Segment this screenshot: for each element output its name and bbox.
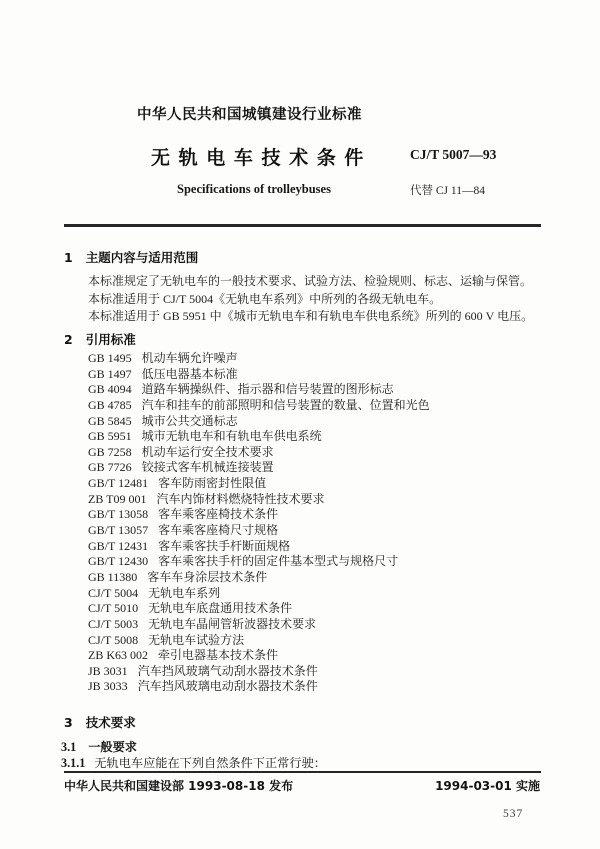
reference-code: GB/T 12430: [88, 554, 149, 569]
reference-item: [88, 570, 430, 586]
reference-item: [88, 586, 430, 602]
reference-code: CJ/T 5003: [88, 616, 139, 631]
clause-3-1-number: 3.1: [61, 740, 77, 754]
reference-code: CJ/T 5010: [88, 601, 139, 616]
reference-title: 无轨电车系列: [148, 585, 221, 600]
reference-item: [88, 476, 430, 492]
reference-item: [88, 554, 430, 570]
reference-title: 城市无轨电车和有轨电车供电系统: [141, 429, 322, 444]
reference-code: GB 5845: [88, 413, 132, 428]
section-1-paragraph: 本标准适用于 GB 5951 中《城市无轨电车和有轨电车供电系统》所列的 600 V 电压。: [88, 309, 534, 323]
reference-item: [88, 617, 430, 633]
reference-item: [88, 664, 430, 680]
reference-item: [88, 398, 430, 414]
reference-code: GB/T 13058: [88, 507, 149, 522]
reference-code: GB 1497: [88, 366, 132, 381]
reference-title: 汽车挡风玻璃气动刮水器技术条件: [137, 663, 318, 678]
section-1-heading: [64, 248, 198, 266]
clause-3-1-1: [61, 754, 326, 771]
section-1-paragraph: 本标准规定了无轨电车的一般技术要求、试验方法、检验规则、标志、运输与保管。: [88, 274, 533, 288]
footer-issued-by: 中华人民共和国建设部 1993-08-18 发布: [64, 779, 294, 793]
document-title-en: Specifications of trolleybuses: [177, 182, 331, 196]
reference-item: [88, 648, 430, 664]
reference-title: 客车乘客扶手杆断面规格: [158, 538, 291, 553]
reference-item: [88, 351, 430, 367]
section-3-heading: [64, 713, 136, 731]
section-3-number: 3: [64, 715, 73, 730]
reference-code: GB 7258: [88, 444, 132, 459]
reference-title: 无轨电车晶闸管斩波器技术要求: [148, 616, 317, 631]
reference-code: CJ/T 5004: [88, 585, 139, 600]
reference-standards-list: [88, 351, 430, 695]
reference-title: 道路车辆操纵件、指示器和信号装置的图形标志: [141, 382, 394, 397]
reference-title: 无轨电车底盘通用技术条件: [148, 601, 293, 616]
reference-title: 汽车内饰材料燃烧特性技术要求: [156, 491, 325, 506]
section-2-number: 2: [64, 332, 73, 347]
reference-code: GB 1495: [88, 351, 132, 365]
document-title-zh: 无 轨 电 车 技 术 条 件: [151, 147, 365, 169]
reference-title: 低压电器基本标准: [141, 366, 238, 381]
reference-title: 城市公共交通标志: [141, 413, 238, 428]
reference-title: 客车乘客座椅尺寸规格: [158, 523, 279, 538]
reference-code: ZB K63 002: [88, 648, 148, 663]
clause-3-1-1-number: 3.1.1: [61, 756, 86, 770]
reference-code: GB 7726: [88, 460, 132, 475]
reference-code: GB 4094: [88, 382, 132, 397]
reference-title: 无轨电车试验方法: [148, 632, 245, 647]
reference-code: JB 3033: [88, 679, 128, 694]
reference-title: 客车乘客座椅技术条件: [158, 507, 279, 522]
reference-code: JB 3031: [88, 663, 128, 678]
reference-item: [88, 492, 430, 508]
reference-item: [88, 429, 430, 445]
reference-code: GB/T 13057: [88, 523, 149, 538]
reference-code: GB 11380: [88, 569, 138, 584]
reference-title: 客车防雨密封性限值: [158, 476, 267, 491]
reference-item: [88, 445, 430, 461]
reference-item: [88, 382, 430, 398]
reference-code: GB/T 12481: [88, 476, 149, 491]
reference-title: 客车车身涂层技术条件: [147, 569, 268, 584]
reference-code: CJ/T 5008: [88, 632, 139, 647]
page-number: 537: [503, 808, 524, 820]
reference-title: 牵引电器基本技术条件: [158, 648, 279, 663]
reference-item: [88, 679, 430, 695]
section-2-title: 引用标准: [85, 332, 136, 347]
reference-title: 汽车挡风玻璃电动刮水器技术条件: [137, 679, 318, 694]
footer-divider-rule: [64, 771, 541, 773]
reference-title: 机动车辆允许噪声: [141, 351, 238, 365]
clause-3-1: [61, 738, 137, 755]
reference-title: 机动车运行安全技术要求: [141, 444, 274, 459]
reference-code: GB 4785: [88, 397, 132, 412]
standard-code: CJ/T 5007—93: [410, 147, 497, 162]
section-3-title: 技术要求: [85, 715, 136, 730]
section-1-paragraph: 本标准适用于 CJ/T 5004《无轨电车系列》中所列的各级无轨电车。: [88, 292, 442, 306]
reference-item: [88, 601, 430, 617]
reference-title: 客车乘客扶手杆的固定件基本型式与规格尺寸: [158, 554, 399, 569]
reference-title: 铰接式客车机械连接装置: [141, 460, 274, 475]
reference-title: 汽车和挂车的前部照明和信号装置的数量、位置和光色: [141, 397, 430, 412]
standard-type-heading: 中华人民共和国城镇建设行业标准: [137, 107, 362, 123]
reference-code: GB/T 12431: [88, 538, 149, 553]
section-1-number: 1: [64, 250, 73, 265]
reference-item: [88, 414, 430, 430]
reference-code: ZB T09 001: [88, 491, 147, 506]
reference-item: [88, 539, 430, 555]
clause-3-1-text: 一般要求: [88, 740, 137, 754]
reference-item: [88, 460, 430, 476]
reference-item: [88, 367, 430, 383]
section-1-title: 主题内容与适用范围: [85, 250, 199, 265]
reference-item: [88, 523, 430, 539]
header-divider-rule: [64, 224, 541, 227]
reference-item: [88, 633, 430, 649]
section-2-heading: [64, 330, 136, 348]
reference-code: GB 5951: [88, 429, 132, 444]
clause-3-1-1-text: 无轨电车应能在下列自然条件下正常行驶：: [94, 756, 326, 770]
reference-item: [88, 507, 430, 523]
supersedes-note: 代替 CJ 11—84: [410, 185, 485, 197]
footer-implementation-date: 1994-03-01 实施: [435, 779, 540, 793]
